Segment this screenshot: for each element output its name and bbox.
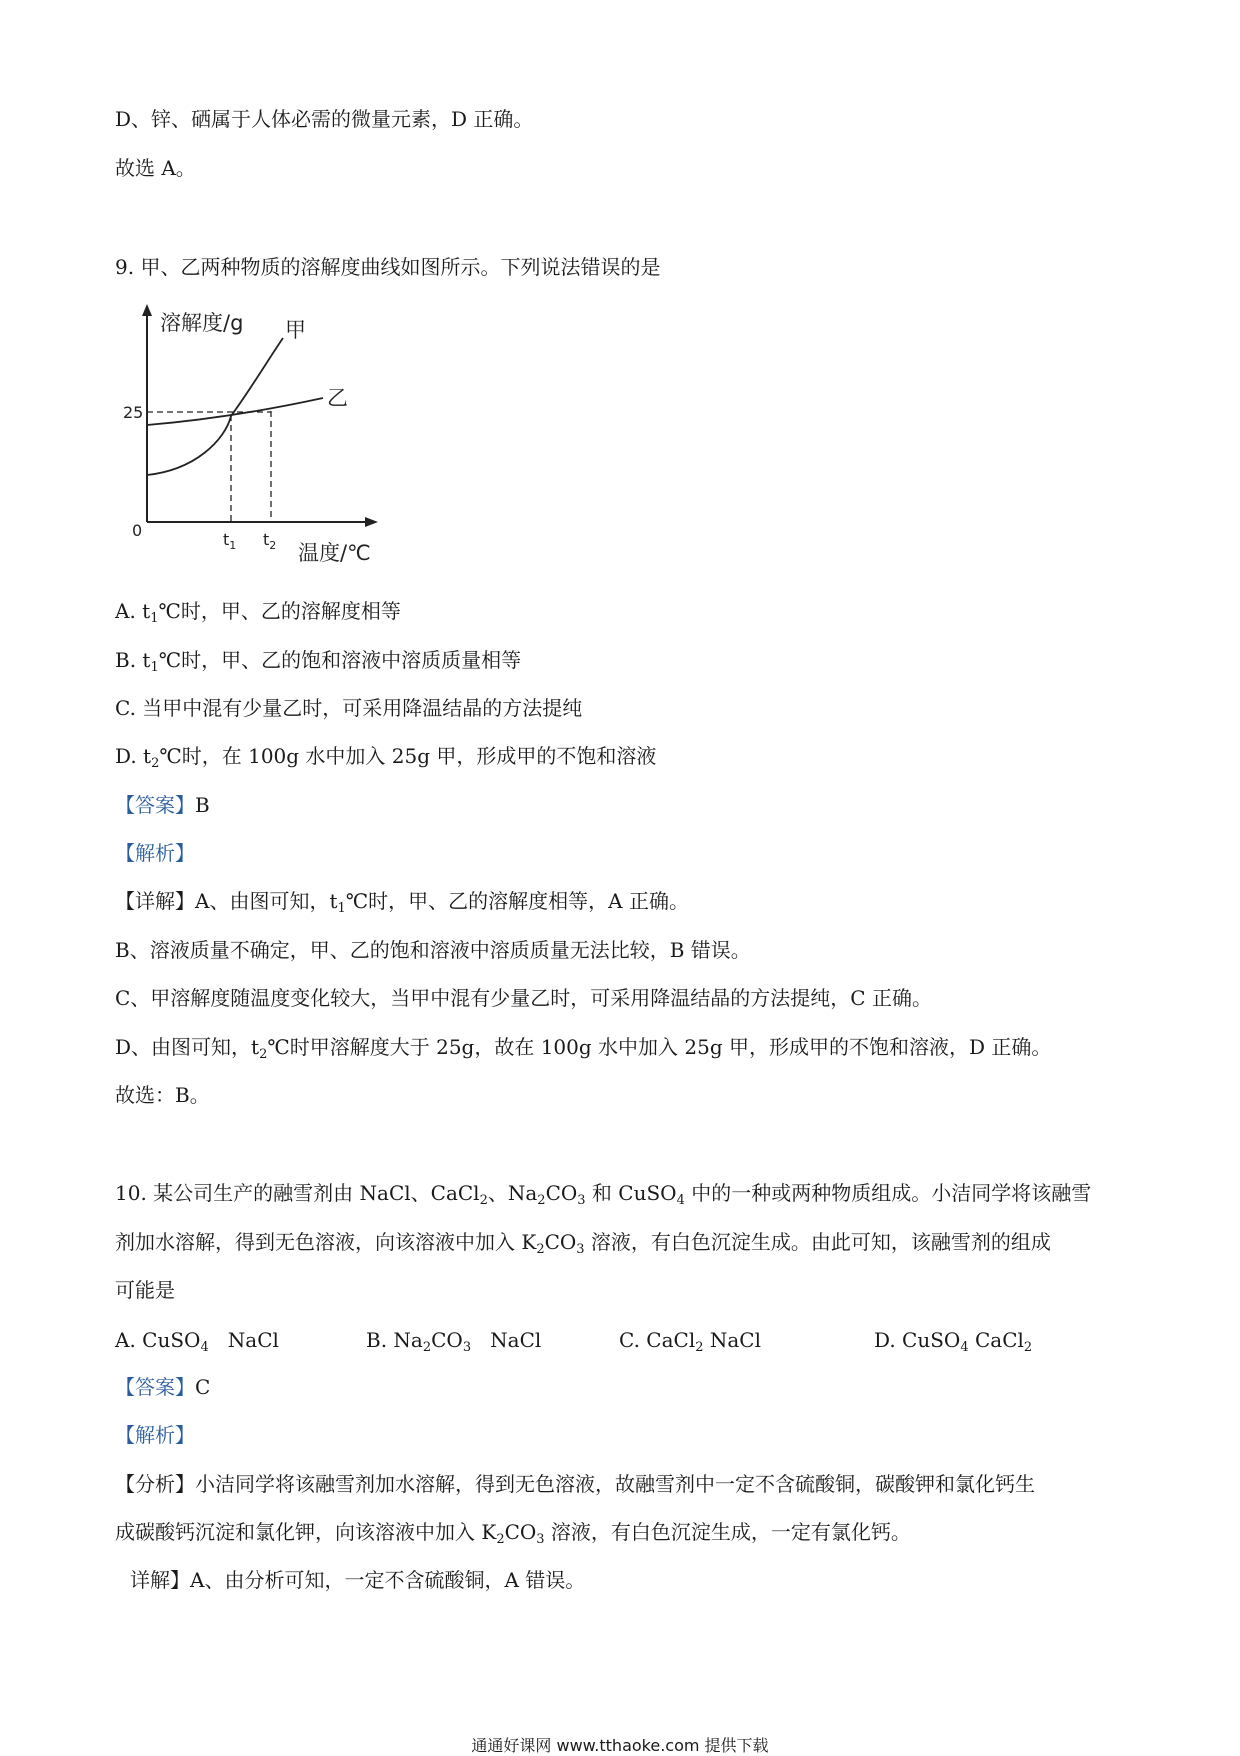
q9-stem: 9. 甲、乙两种物质的溶解度曲线如图所示。下列说法错误的是 [115, 255, 661, 279]
prev-d-line: D、锌、硒属于人体必需的微量元素，D 正确。 [115, 107, 534, 131]
q10-stem-line-1: 10. 某公司生产的融雪剂由 NaCl、CaCl$_2$、$Na_2CO_3$ 和 CuSO$_4$ 中的一种或两种物质组成。小洁同学将该融雪 [115, 1181, 1092, 1208]
y-tick-25: 25 [123, 403, 144, 422]
q10-stem-line-3: 可能是 [115, 1278, 175, 1302]
q9-detail-d: D、由图可知，$t_2℃$时甲溶解度大于 25g，故在 100g 水中加入 25g 甲，形成甲的不饱和溶液，D 正确。 [115, 1035, 1052, 1062]
q10-fenxi-line-2: 成碳酸钙沉淀和氯化钾，向该溶液中加入 $K_2CO_3$ 溶液，有白色沉淀生成，一定有氯化钙。 [115, 1520, 911, 1547]
series-yi-label: 乙 [327, 386, 348, 410]
q9-option-d: D. $t_2℃$时，在 100g 水中加入 25g 甲，形成甲的不饱和溶液 [115, 744, 657, 771]
solubility-chart [115, 300, 395, 570]
x-tick-t1: $t_1$ [223, 530, 237, 552]
q10-stem-line-2: 剂加水溶解，得到无色溶液，向该溶液中加入 $K_2CO_3$ 溶液，有白色沉淀生成。由此可知，该融雪剂的组成 [115, 1230, 1051, 1257]
footer: 通通好课网 www.tthaoke.com 提供下载 [471, 1736, 769, 1755]
q10-analysis-heading: 【解析】 [115, 1423, 195, 1447]
q10-option-a: A. CuSO$_4$ NaCl [115, 1328, 279, 1355]
origin-label: 0 [132, 521, 143, 540]
q10-option-d: D. CuSO$_4$ CaCl$_2$ [874, 1328, 1033, 1355]
q9-option-c: C. 当甲中混有少量乙时，可采用降温结晶的方法提纯 [115, 696, 583, 720]
x-axis-arrow [365, 517, 378, 527]
y-axis-label: 溶解度/g [160, 311, 244, 335]
q9-analysis-heading: 【解析】 [115, 841, 195, 865]
y-axis-arrow [142, 304, 152, 316]
q10-option-c: C. CaCl$_2$ NaCl [619, 1328, 761, 1355]
prev-choose: 故选 A。 [115, 156, 196, 180]
q10-detail-a: 详解】A、由分析可知，一定不含硫酸铜，A 错误。 [130, 1568, 586, 1592]
q9-answer: 【答案】B [115, 793, 210, 817]
q10-answer: 【答案】C [115, 1375, 211, 1399]
series-jia-label: 甲 [285, 318, 306, 342]
q9-option-a: A. $t_1℃$时，甲、乙的溶解度相等 [115, 599, 401, 626]
x-tick-t2: $t_2$ [263, 530, 277, 552]
q9-detail-a: 【详解】A、由图可知，$t_1℃$时，甲、乙的溶解度相等，A 正确。 [115, 889, 689, 916]
series-jia-line [147, 338, 283, 475]
q10-option-b: B. $Na_2CO_3$ NaCl [366, 1328, 542, 1355]
q9-choose: 故选：B。 [115, 1083, 210, 1107]
q9-detail-b: B、溶液质量不确定，甲、乙的饱和溶液中溶质质量无法比较，B 错误。 [115, 938, 751, 962]
x-axis-label: 温度/℃ [298, 541, 371, 565]
q10-fenxi-line-1: 【分析】小洁同学将该融雪剂加水溶解，得到无色溶液，故融雪剂中一定不含硫酸铜，碳酸钾和氯化钙生 [115, 1472, 1035, 1496]
q9-option-b: B. $t_1℃$时，甲、乙的饱和溶液中溶质质量相等 [115, 648, 522, 675]
q9-detail-c: C、甲溶解度随温度变化较大，当甲中混有少量乙时，可采用降温结晶的方法提纯，C 正确。 [115, 986, 932, 1010]
